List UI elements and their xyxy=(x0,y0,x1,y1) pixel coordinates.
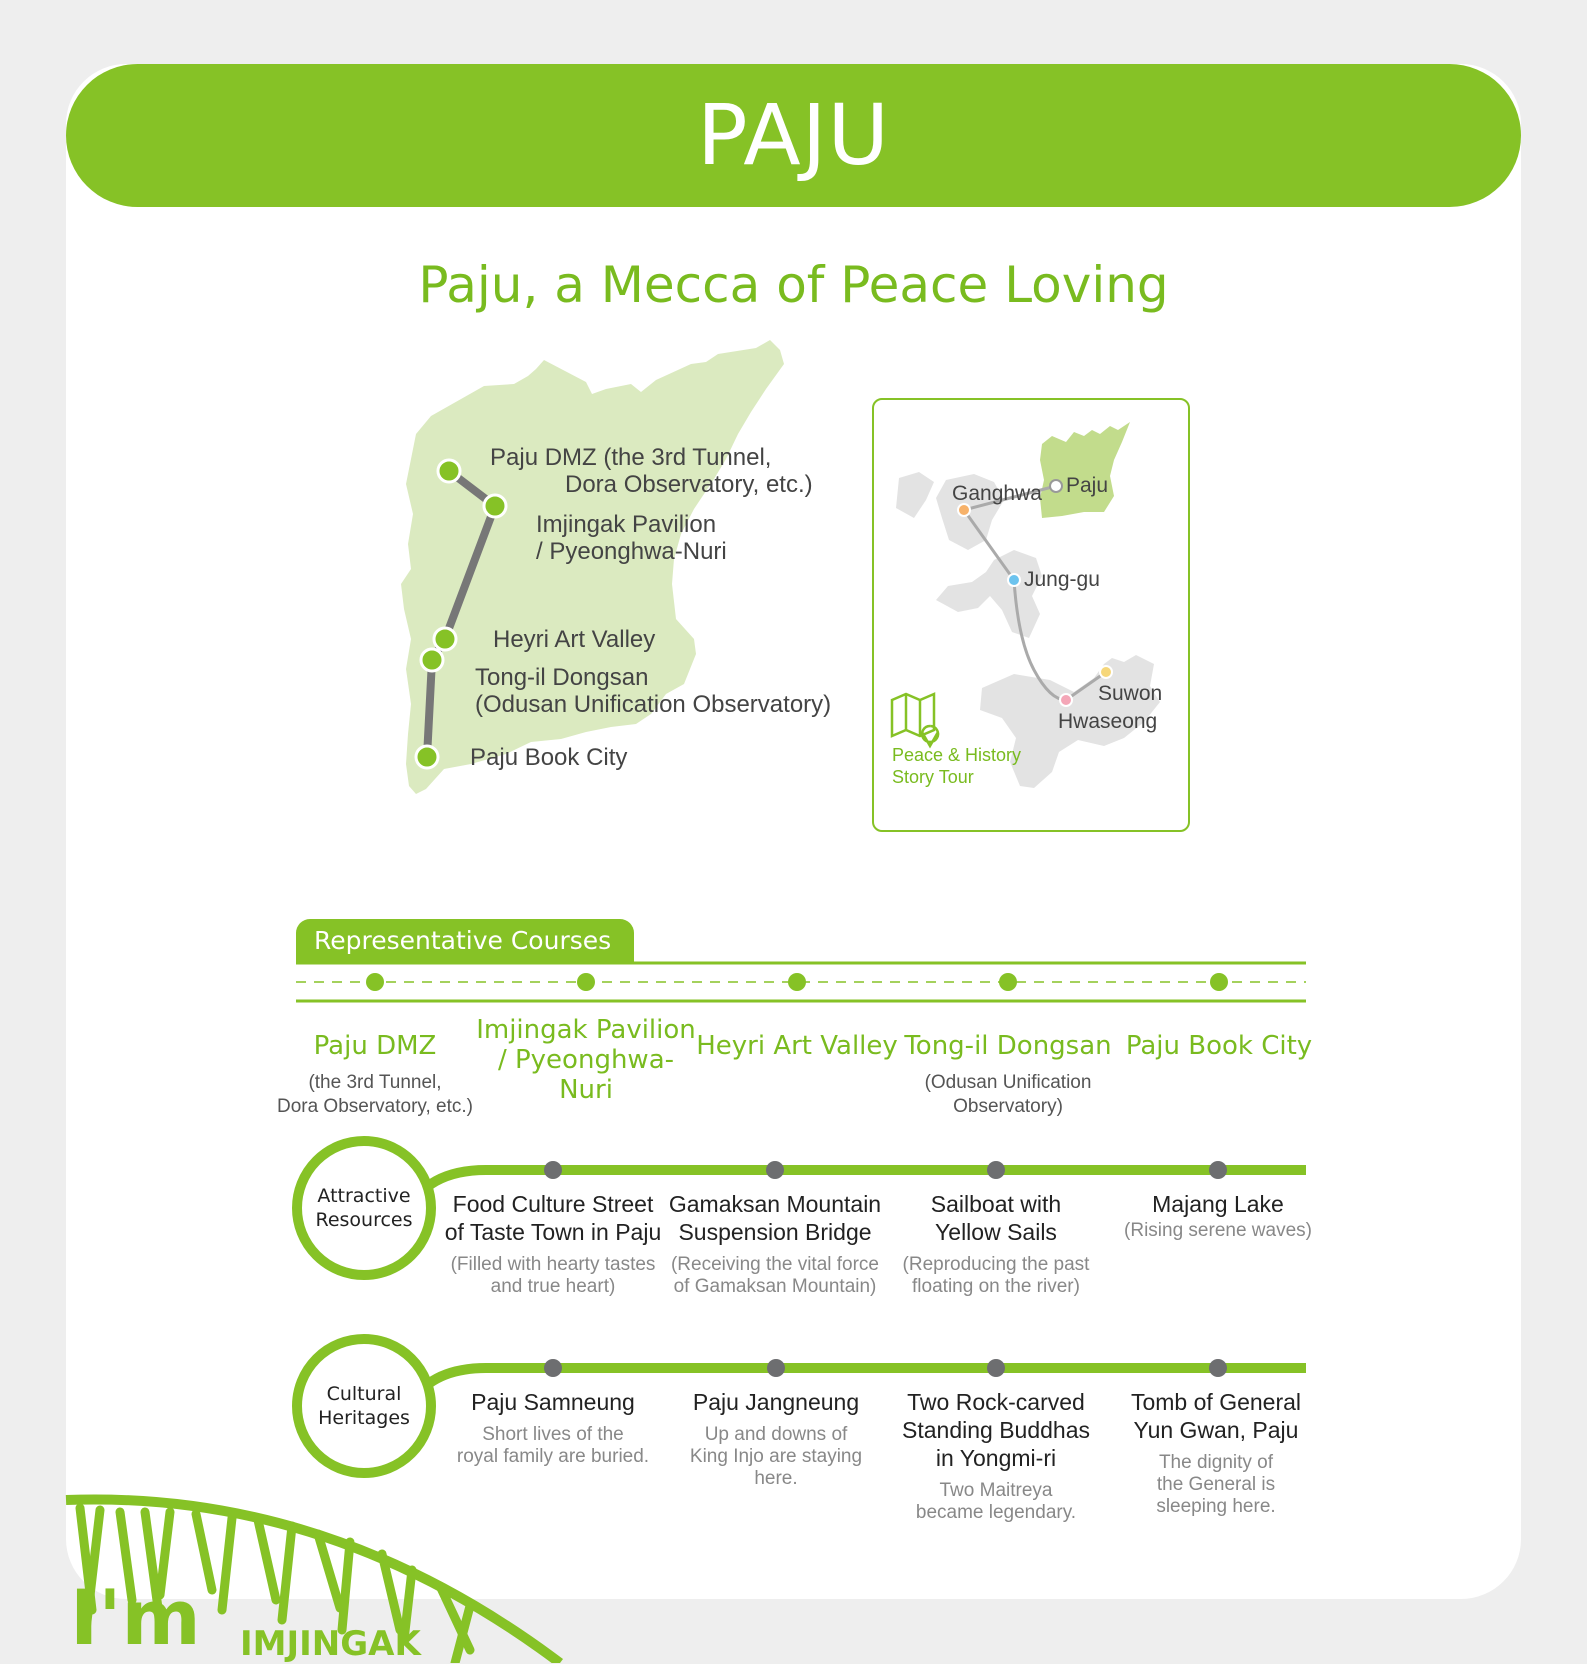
track-dot xyxy=(766,1161,784,1179)
heritage-item: Paju Jangneung Up and downs of King Injo are staying here. xyxy=(689,1389,863,1489)
courses-timeline xyxy=(66,64,1521,1599)
track-dot xyxy=(1209,1161,1227,1179)
course-name: Heyri Art Valley xyxy=(696,1031,898,1061)
track-dot xyxy=(987,1161,1005,1179)
inset-label: Ganghwa xyxy=(952,482,1042,505)
attraction-item: Sailboat with Yellow Sails (Reproducing the past floating on the river) xyxy=(902,1191,1090,1297)
heritage-item: Paju Samneung Short lives of the royal family are buried. xyxy=(456,1389,650,1467)
logo-word: IMJINGAK xyxy=(240,1624,421,1664)
course-dot xyxy=(366,973,384,991)
tour-label: Story Tour xyxy=(892,767,974,787)
course-name: / Pyeonghwa-Nuri xyxy=(497,1045,675,1105)
map-label: (Odusan Unification Observatory) xyxy=(475,691,832,718)
attractive-resources-badge: Attractive Resources xyxy=(292,1136,436,1280)
track-dot xyxy=(987,1359,1005,1377)
track-dot xyxy=(544,1161,562,1179)
course-name: Imjingak Pavilion xyxy=(476,1015,696,1045)
heritage-item: Two Rock-carved Standing Buddhas in Yongmi-ri Two Maitreya became legendary. xyxy=(902,1389,1090,1523)
inset-label: Hwaseong xyxy=(1058,710,1158,733)
course-item xyxy=(692,1031,902,1061)
map-label: Imjingak Pavilion xyxy=(536,511,717,538)
heritage-item: Tomb of General Yun Gwan, Paju The dignity of the General is sleeping here. xyxy=(1130,1389,1302,1517)
logo-im: I'm xyxy=(70,1573,201,1662)
course-item xyxy=(270,1031,480,1119)
attraction-item: Gamaksan Mountain Suspension Bridge (Receiving the vital force of Gamaksan Mountain) xyxy=(668,1191,882,1297)
page-subtitle: Paju, a Mecca of Peace Loving xyxy=(418,256,1169,314)
map-label: / Pyeonghwa-Nuri xyxy=(536,538,727,565)
attraction-item: Majang Lake (Rising serene waves) xyxy=(1124,1191,1312,1241)
map-label: Paju Book City xyxy=(470,744,628,771)
page-title: PAJU xyxy=(697,86,890,184)
course-dot xyxy=(1210,973,1228,991)
course-dot xyxy=(788,973,806,991)
course-item xyxy=(476,1015,696,1105)
map-label: Heyri Art Valley xyxy=(493,626,656,653)
content-card xyxy=(66,64,1521,1599)
track-dot xyxy=(767,1359,785,1377)
track-dot xyxy=(544,1359,562,1377)
course-note: (Odusan Unification Observatory) xyxy=(924,1072,1092,1117)
course-item xyxy=(903,1031,1113,1119)
track-dot xyxy=(1209,1359,1227,1377)
course-dot xyxy=(999,973,1017,991)
courses-tab: Representative Courses xyxy=(296,919,634,963)
inset-label: Paju xyxy=(1066,474,1109,497)
cultural-heritages-badge: Cultural Heritages xyxy=(292,1334,436,1478)
course-note: (the 3rd Tunnel, Dora Observatory, etc.) xyxy=(276,1072,474,1117)
course-name: Paju Book City xyxy=(1125,1031,1313,1061)
inset-label: Suwon xyxy=(1098,682,1163,705)
course-name: Paju DMZ xyxy=(313,1031,437,1061)
attraction-item: Food Culture Street of Taste Town in Paju (Filled with hearty tastes and true heart) xyxy=(444,1191,662,1297)
course-item xyxy=(1114,1031,1324,1061)
map-label: Paju DMZ (the 3rd Tunnel, xyxy=(490,444,772,471)
course-name: Tong-il Dongsan xyxy=(904,1031,1112,1061)
inset-label: Jung-gu xyxy=(1024,568,1100,591)
course-dot xyxy=(577,973,595,991)
tour-label: Peace & History xyxy=(892,745,1022,765)
map-label: Tong-il Dongsan xyxy=(475,664,649,691)
map-label: Dora Observatory, etc.) xyxy=(565,471,813,498)
